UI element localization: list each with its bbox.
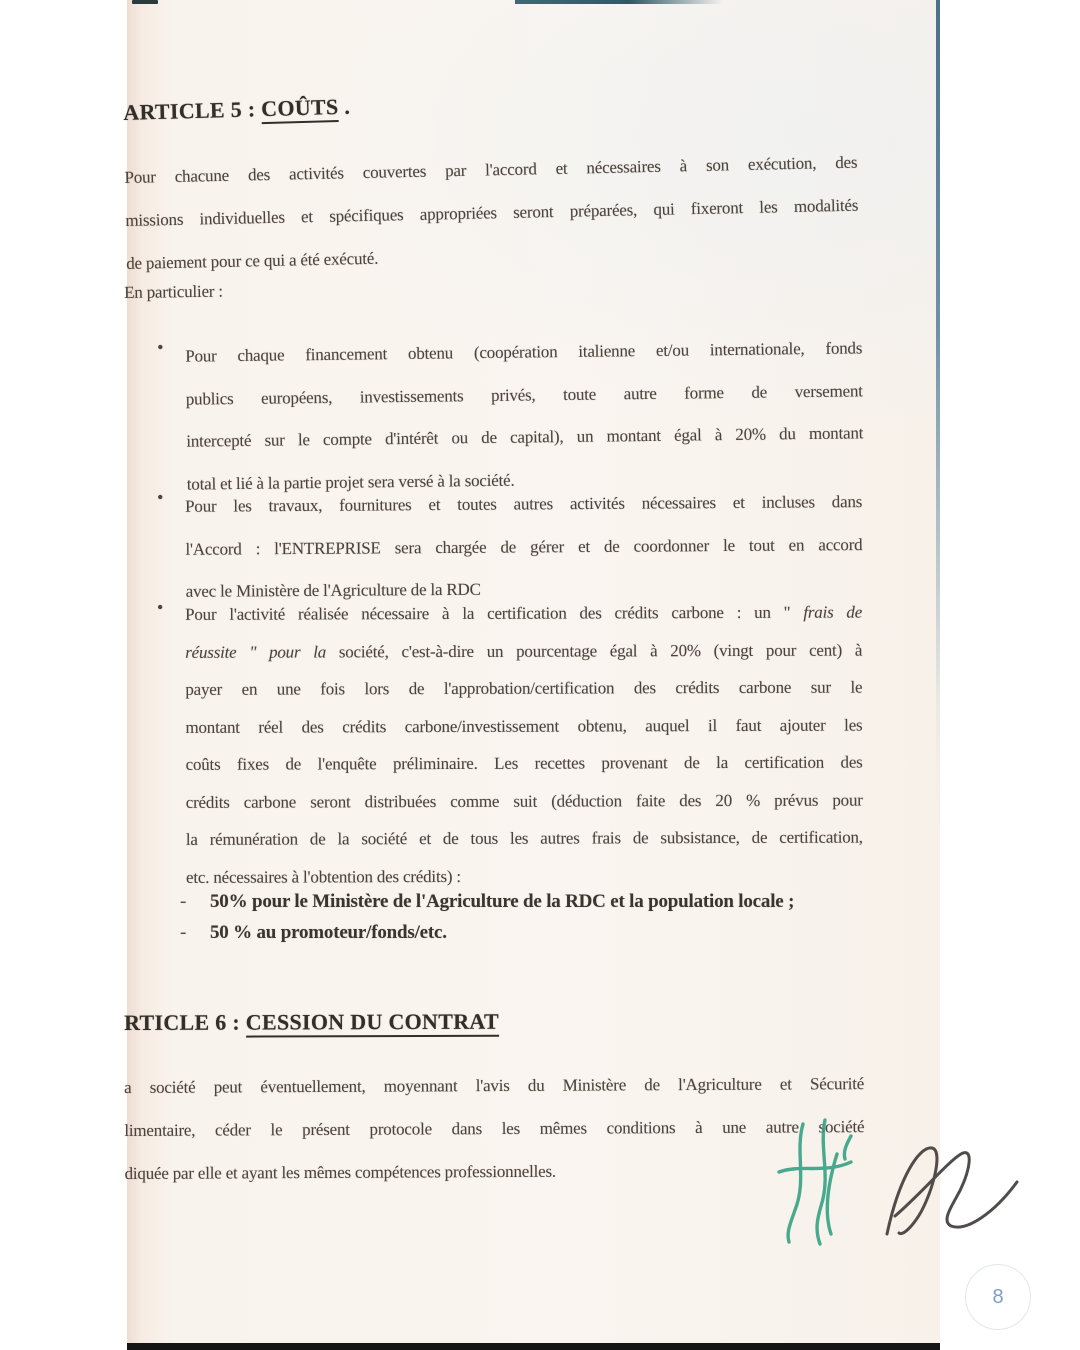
- article6-paragraph: [124, 1062, 865, 1195]
- article6-heading-underlined: CESSION DU CONTRAT: [246, 1009, 499, 1038]
- text-line: [185, 524, 862, 571]
- text-line: [186, 412, 863, 463]
- text-segment: Pour les travaux, fournitures et toutes autres activités nécessaires et incluses dans: [185, 492, 863, 516]
- text-line: [186, 744, 863, 784]
- text-segment: Pour chaque financement obtenu (coopération italienne et/ou internationale, fonds: [185, 338, 863, 366]
- text-line: [185, 669, 862, 709]
- text-segment: société, c'est-à-dire un pourcentage égal à 20% (vingt pour cent) à: [338, 640, 863, 661]
- bullet-item: [157, 594, 863, 896]
- text-segment: réussite " pour la: [185, 641, 339, 662]
- subitem-text: 50 % au promoteur/fonds/etc.: [210, 922, 447, 943]
- text-segment: etc. nécessaires à l'obtention des crédits) :: [185, 866, 461, 887]
- text-segment: diquée par elle et ayant les mêmes compétences professionnelles.: [124, 1161, 557, 1183]
- article5-paragraph1: [124, 141, 860, 285]
- page-number: 8: [992, 1285, 1004, 1308]
- text-segment: Pour chacune des activités couvertes par l'accord et nécessaires à son exécution, des: [124, 152, 858, 187]
- dash-icon: -: [180, 891, 187, 912]
- subitem-row: [180, 886, 925, 917]
- article5-subitems: [180, 886, 925, 948]
- text-line: [185, 631, 862, 671]
- text-segment: avec le Ministère de l'Agriculture de la RDC: [185, 579, 481, 601]
- text-segment: missions individuelles et spécifiques appropriées seront préparées, qui fixeront les modalités: [125, 195, 859, 230]
- subitem-row: [180, 917, 925, 948]
- bullet-icon: •: [157, 486, 164, 507]
- text-segment: Pour l'activité réalisée nécessaire à la certification des crédits carbone : un ": [185, 602, 804, 624]
- scan-artifact-bottom-bar: [127, 1343, 940, 1350]
- scan-artifact-top-line: [515, 0, 723, 4]
- text-line: [185, 481, 862, 528]
- text-segment: frais de: [803, 602, 863, 622]
- page-number-stamp: [965, 1264, 1031, 1330]
- text-segment: a société peut éventuellement, moyennant l'avis du Ministère de l'Agriculture et Sécurité: [124, 1074, 865, 1097]
- scan-artifact-top-dash: [132, 0, 158, 4]
- text-line: [185, 594, 862, 634]
- text-segment: coûts fixes de l'enquête préliminaire. Les recettes provenant de la certification des: [185, 752, 863, 774]
- bullet-icon: •: [157, 596, 164, 617]
- article5-heading: [123, 94, 350, 126]
- text-segment: montant réel des crédits carbone/investissement obtenu, auquel il faut ajouter les: [185, 715, 863, 737]
- text-segment: intercepté sur le compte d'intérêt ou de capital), un montant égal à 20% du montant: [186, 423, 864, 451]
- text-line: [124, 1105, 864, 1152]
- text-line: [124, 1062, 864, 1109]
- text-segment: total et lié à la partie projet sera versé à la société.: [186, 470, 515, 494]
- dash-icon: -: [180, 922, 187, 943]
- text-segment: de paiement pour ce qui a été exécuté.: [126, 248, 379, 273]
- document-page: [123, 0, 1004, 1350]
- text-line: [124, 1148, 864, 1195]
- text-segment: la rémunération de la société et de tous les autres frais de subsistance, de certification,: [185, 827, 863, 849]
- text-segment: l'Accord : l'ENTREPRISE sera chargée de gérer et de coordonner le tout en accord: [185, 534, 863, 559]
- text-line: [185, 327, 862, 378]
- text-line: [185, 706, 862, 746]
- text-segment: limentaire, céder le présent protocole dans les mêmes conditions à une autre société: [124, 1117, 865, 1140]
- text-segment: crédits carbone seront distribuées comme suit (déduction faite des 20 % prévus pour: [185, 790, 863, 812]
- article6-heading-prefix: RTICLE 6 :: [124, 1009, 246, 1035]
- article5-heading-underlined: COÛTS: [261, 94, 339, 124]
- article5-intro: En particulier :: [124, 281, 224, 302]
- scan-artifact-right-edge: [936, 0, 940, 830]
- text-line: [186, 819, 863, 859]
- subitem-text: 50% pour le Ministère de l'Agriculture de la RDC et la population locale ;: [210, 891, 795, 912]
- text-segment: publics européens, investissements privés, toute autre forme de versement: [185, 380, 863, 409]
- bullet-icon: •: [157, 336, 164, 357]
- bullet-item: [157, 327, 864, 506]
- article5-heading-prefix: ARTICLE 5 :: [123, 96, 262, 125]
- article6-heading: [124, 1009, 499, 1036]
- text-line: [186, 781, 863, 821]
- article5-heading-suffix: .: [338, 93, 351, 119]
- signature-dark: [859, 1138, 1029, 1243]
- text-segment: payer en une fois lors de l'approbation/certification des crédits carbone sur le: [185, 677, 863, 699]
